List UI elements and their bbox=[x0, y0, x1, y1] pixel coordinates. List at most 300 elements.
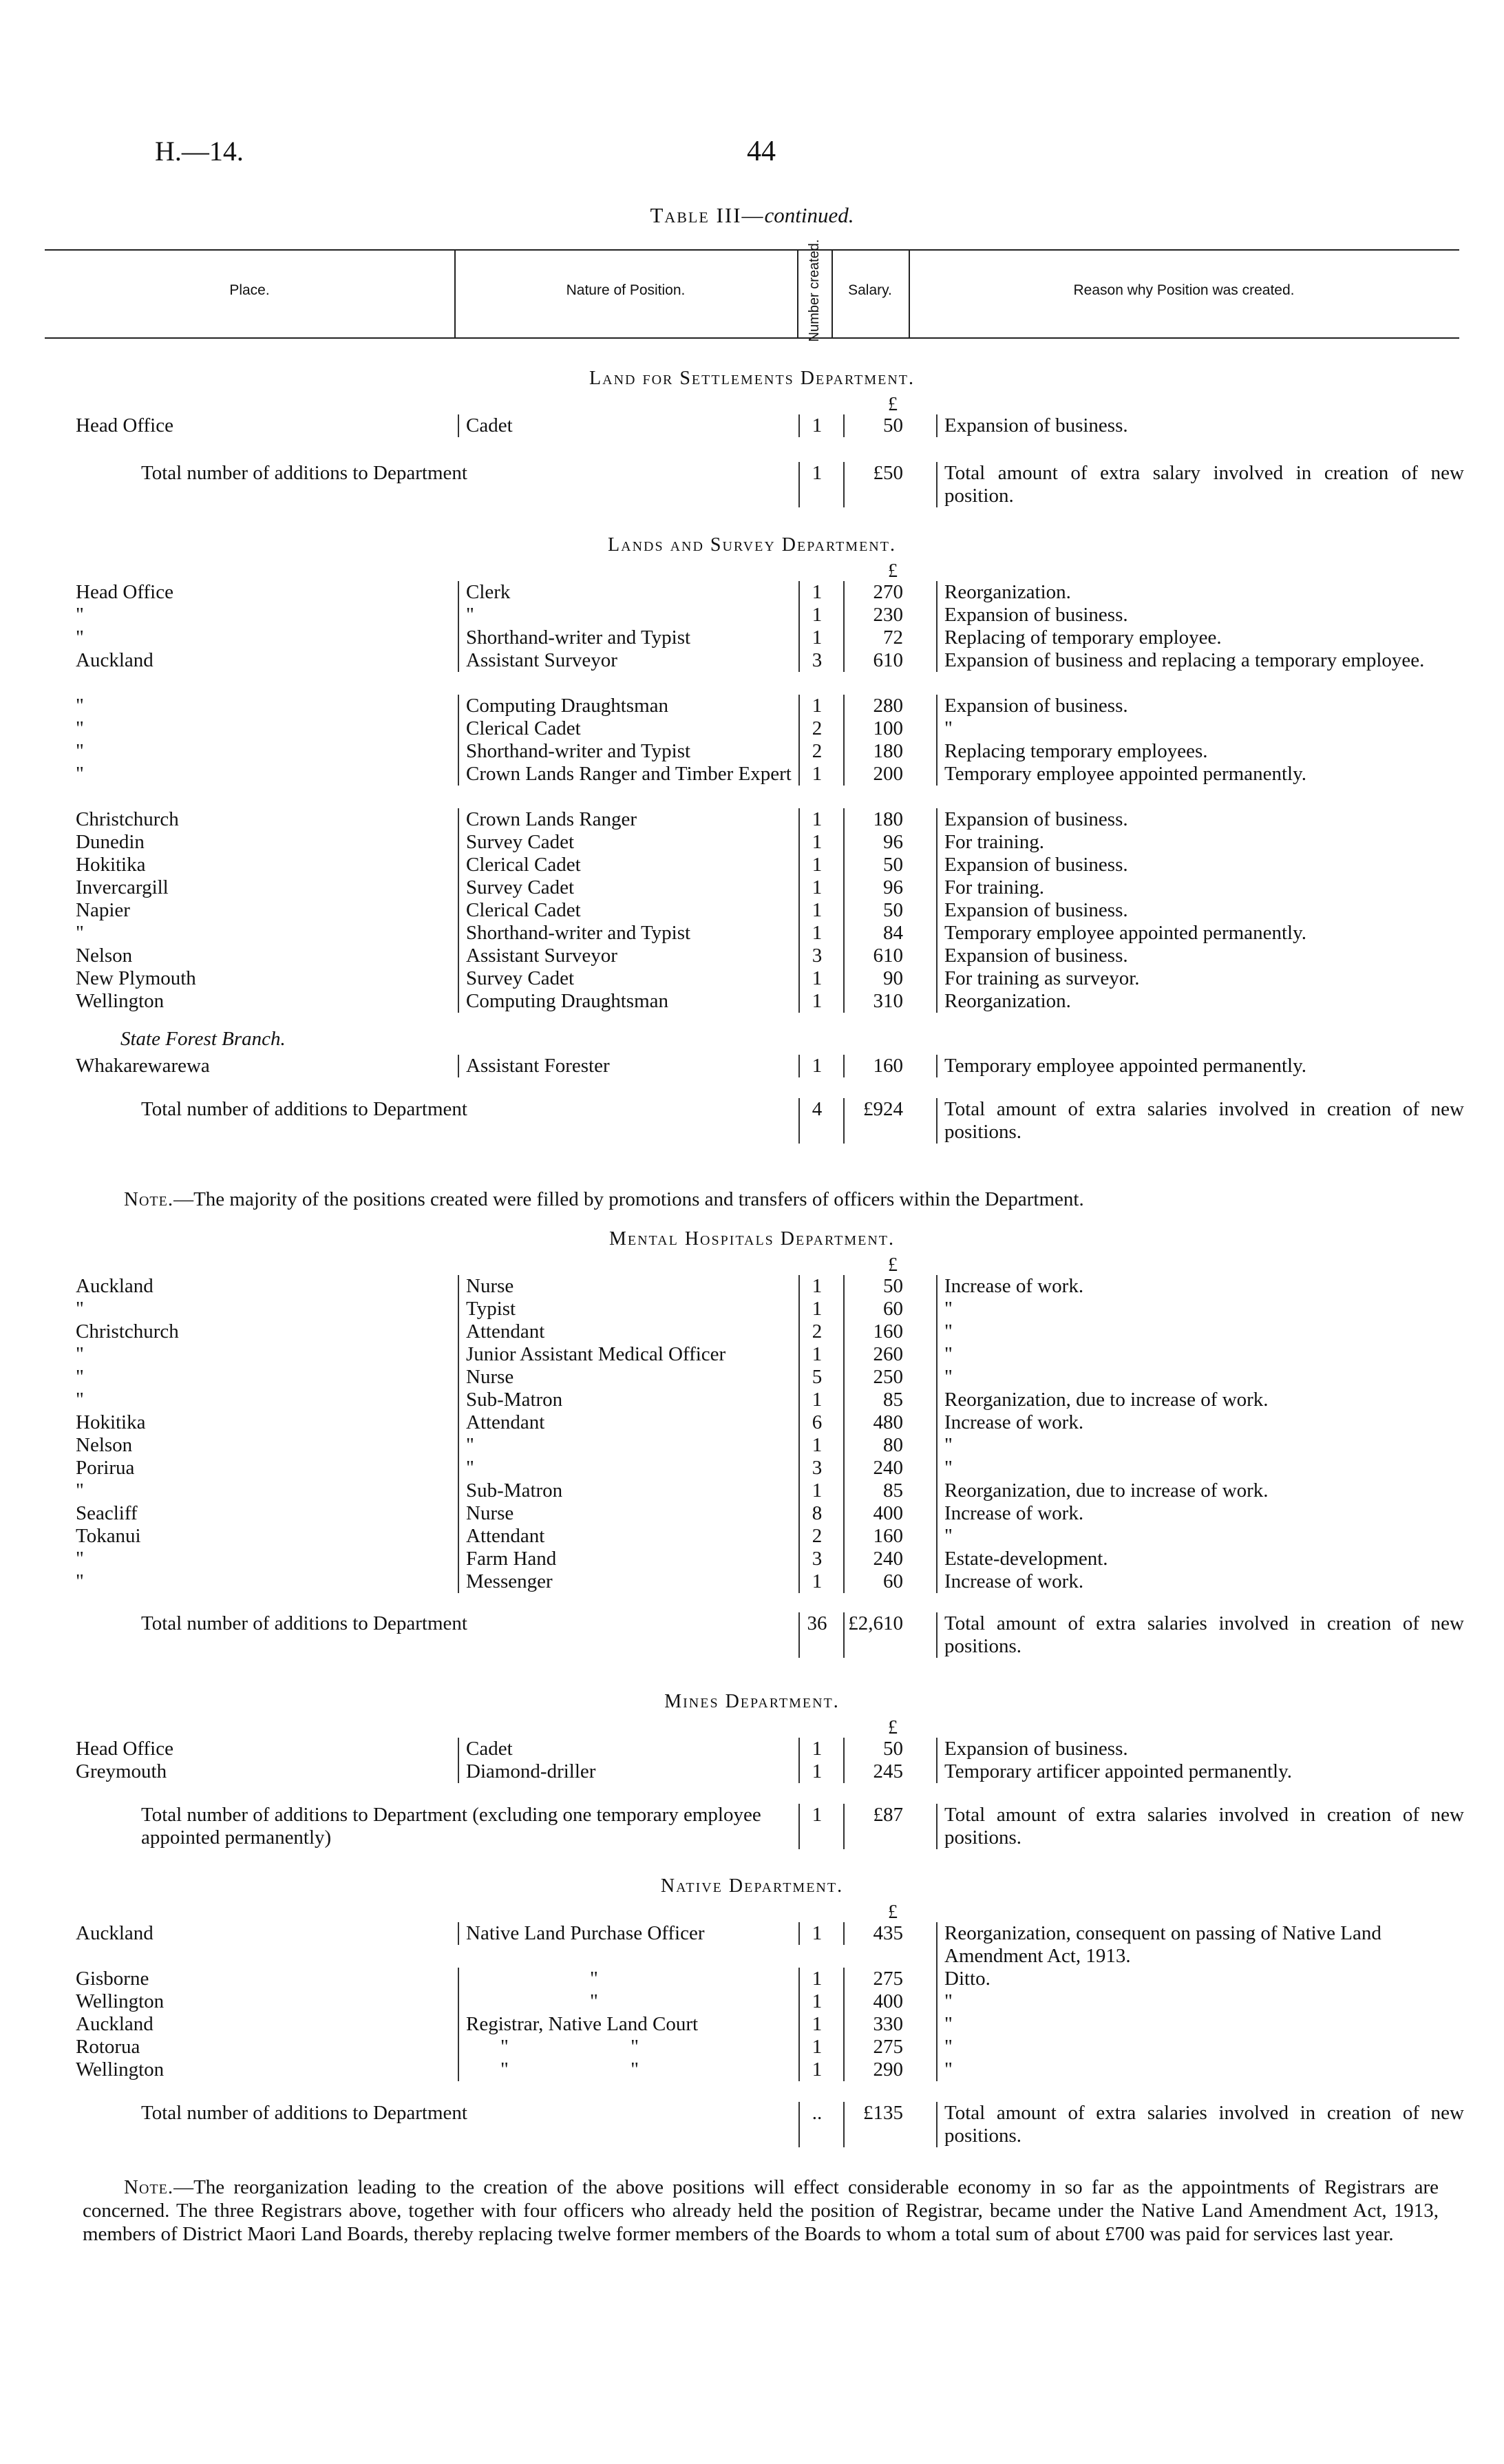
salary-cell: 270 bbox=[843, 581, 910, 604]
number-cell: 8 bbox=[798, 1502, 834, 1525]
number-cell: 1 bbox=[798, 808, 834, 831]
reason-cell: Expansion of business. bbox=[936, 695, 1464, 717]
total-salary: £2,610 bbox=[843, 1612, 910, 1658]
nature-cell: Attendant bbox=[458, 1525, 803, 1548]
place-cell: Whakarewarewa bbox=[76, 1055, 210, 1077]
column-header-salary: Salary. bbox=[848, 282, 892, 298]
salary-cell: 96 bbox=[843, 831, 910, 854]
table-row bbox=[45, 1760, 1459, 1783]
table-row bbox=[45, 1525, 1459, 1548]
table-row bbox=[45, 581, 1459, 604]
table-title bbox=[0, 203, 1504, 228]
nature-cell: Shorthand-writer and Typist bbox=[458, 626, 803, 649]
row-list bbox=[45, 1738, 1459, 1783]
place-cell: Porirua bbox=[76, 1457, 135, 1479]
section-native bbox=[45, 1871, 1464, 2151]
table-row bbox=[45, 1480, 1459, 1502]
header-bottom-rule bbox=[45, 337, 1459, 339]
table-row bbox=[45, 922, 1459, 945]
table-row bbox=[45, 1434, 1459, 1457]
total-label: Total number of additions to Department (excluding one temporary employee appointed permanently) bbox=[141, 1804, 761, 1849]
number-cell: 1 bbox=[798, 990, 834, 1013]
total-number: 1 bbox=[798, 462, 834, 507]
number-cell: 2 bbox=[798, 717, 834, 740]
nature-cell: Cadet bbox=[458, 414, 803, 437]
note-native bbox=[83, 2176, 1439, 2246]
reason-cell: Ditto. bbox=[936, 1968, 1464, 1990]
table-row bbox=[45, 1275, 1459, 1298]
salary-cell: 330 bbox=[843, 2013, 910, 2036]
number-cell: 1 bbox=[798, 1055, 834, 1077]
salary-cell: 50 bbox=[843, 1275, 910, 1298]
reason-cell: Temporary employee appointed permanently. bbox=[936, 922, 1464, 945]
place-cell: Napier bbox=[76, 899, 130, 921]
table-row bbox=[45, 945, 1459, 967]
nature-cell: Nurse bbox=[458, 1502, 803, 1525]
total-row bbox=[45, 462, 1464, 517]
reason-cell: Expansion of business. bbox=[936, 945, 1464, 967]
reason-cell: Reorganization, due to increase of work. bbox=[936, 1389, 1464, 1411]
reason-cell: Expansion of business. bbox=[936, 899, 1464, 922]
row-list bbox=[45, 1275, 1459, 1593]
nature-cell: Junior Assistant Medical Officer bbox=[458, 1343, 803, 1366]
table-row bbox=[45, 695, 1459, 717]
table-row bbox=[45, 1968, 1459, 1990]
page-number: 44 bbox=[747, 136, 776, 167]
column-header-place: Place. bbox=[229, 282, 270, 298]
table-row bbox=[45, 1320, 1459, 1343]
column-header-reason: Reason why Position was created. bbox=[1073, 282, 1295, 298]
reason-cell: Expansion of business. bbox=[936, 808, 1464, 831]
number-cell: 1 bbox=[798, 695, 834, 717]
salary-cell: 50 bbox=[843, 414, 910, 437]
nature-cell: Cadet bbox=[458, 1738, 803, 1760]
salary-cell: 290 bbox=[843, 2058, 910, 2081]
salary-cell: 84 bbox=[843, 922, 910, 945]
place-cell: " bbox=[76, 717, 84, 739]
place-cell: Wellington bbox=[76, 990, 165, 1012]
pound-sign: £ bbox=[888, 1717, 898, 1738]
place-cell: " bbox=[76, 1298, 84, 1320]
total-reason: Total amount of extra salary involved in creation of new position. bbox=[936, 462, 1464, 507]
nature-cell: Messenger bbox=[458, 1570, 803, 1593]
table-row bbox=[45, 1298, 1459, 1320]
nature-cell: " bbox=[458, 1434, 803, 1457]
number-cell: 1 bbox=[798, 1275, 834, 1298]
number-cell: 2 bbox=[798, 740, 834, 763]
number-cell: 2 bbox=[798, 1525, 834, 1548]
salary-cell: 260 bbox=[843, 1343, 910, 1366]
salary-cell: 610 bbox=[843, 945, 910, 967]
table-row bbox=[45, 1548, 1459, 1570]
salary-cell: 60 bbox=[843, 1570, 910, 1593]
section-mental-hospitals bbox=[45, 1224, 1464, 1662]
note-lands-survey bbox=[124, 1188, 1432, 1211]
table-row bbox=[45, 808, 1459, 831]
number-cell: 1 bbox=[798, 1738, 834, 1760]
number-cell: 1 bbox=[798, 1570, 834, 1593]
salary-cell: 435 bbox=[843, 1922, 910, 1945]
number-cell: 1 bbox=[798, 876, 834, 899]
salary-cell: 240 bbox=[843, 1457, 910, 1480]
table-row bbox=[45, 1389, 1459, 1411]
number-cell: 1 bbox=[798, 2036, 834, 2058]
number-cell: 1 bbox=[798, 1968, 834, 1990]
note-text: —The reorganization leading to the creation of the above positions will effect considerable economy in so far as the appointments of Registrars are concerned. The three Registrars above, together with four officers who already held the position of Registrar, became under the Native Land Amendment Act, 1913, members of District Maori Land Boards, thereby replacing twelve former members of the Boards to whom a total sum of about £700 was paid for services last year. bbox=[83, 2176, 1439, 2245]
salary-cell: 310 bbox=[843, 990, 910, 1013]
table-row bbox=[45, 414, 1459, 437]
table-row bbox=[45, 717, 1459, 740]
nature-cell: Farm Hand bbox=[458, 1548, 803, 1570]
table-row bbox=[45, 854, 1459, 876]
salary-cell: 245 bbox=[843, 1760, 910, 1783]
header-top-rule bbox=[45, 249, 1459, 251]
place-cell: Hokitika bbox=[76, 854, 146, 876]
number-cell: 1 bbox=[798, 1343, 834, 1366]
reason-cell: Reorganization, due to increase of work. bbox=[936, 1480, 1464, 1502]
pound-sign: £ bbox=[888, 1902, 898, 1923]
number-cell: 1 bbox=[798, 763, 834, 786]
total-reason: Total amount of extra salaries involved in creation of new positions. bbox=[936, 1804, 1464, 1849]
place-cell: Dunedin bbox=[76, 831, 145, 853]
place-cell: Seacliff bbox=[76, 1502, 138, 1524]
table-row bbox=[45, 1738, 1459, 1760]
number-cell: 1 bbox=[798, 1922, 834, 1945]
row-list bbox=[45, 581, 1459, 1077]
place-cell: " bbox=[76, 626, 84, 649]
place-cell: Nelson bbox=[76, 1434, 133, 1456]
nature-cell: Assistant Forester bbox=[458, 1055, 803, 1077]
number-cell: 1 bbox=[798, 1298, 834, 1320]
place-cell: Gisborne bbox=[76, 1968, 149, 1990]
salary-cell: 100 bbox=[843, 717, 910, 740]
total-salary: £50 bbox=[843, 462, 910, 507]
place-cell: " bbox=[76, 1548, 84, 1570]
nature-cell: Computing Draughtsman bbox=[458, 695, 803, 717]
number-cell: 1 bbox=[798, 414, 834, 437]
salary-cell: 90 bbox=[843, 967, 910, 990]
reason-cell: Reorganization. bbox=[936, 990, 1464, 1013]
total-reason: Total amount of extra salaries involved in creation of new positions. bbox=[936, 1612, 1464, 1658]
reason-cell: " bbox=[936, 1990, 1464, 2013]
reason-cell: Increase of work. bbox=[936, 1275, 1464, 1298]
salary-cell: 160 bbox=[843, 1320, 910, 1343]
table-row bbox=[45, 899, 1459, 922]
reason-cell: Estate-development. bbox=[936, 1548, 1464, 1570]
total-label: Total number of additions to Department bbox=[141, 2102, 467, 2124]
nature-cell: Diamond-driller bbox=[458, 1760, 803, 1783]
place-cell: New Plymouth bbox=[76, 967, 196, 989]
table-row bbox=[45, 1366, 1459, 1389]
number-cell: 1 bbox=[798, 626, 834, 649]
note-text: —The majority of the positions created were filled by promotions and transfers of officers within the Department. bbox=[173, 1188, 1084, 1210]
section-title: Mines Department. bbox=[664, 1691, 840, 1712]
nature-cell: " " bbox=[458, 2058, 838, 2081]
place-cell: " bbox=[76, 695, 84, 717]
total-salary: £924 bbox=[843, 1098, 910, 1144]
reason-cell: Expansion of business. bbox=[936, 854, 1464, 876]
reason-cell: " bbox=[936, 1434, 1464, 1457]
salary-cell: 180 bbox=[843, 740, 910, 763]
salary-cell: 85 bbox=[843, 1480, 910, 1502]
section-land-settlements bbox=[45, 364, 1464, 517]
nature-cell: Registrar, Native Land Court bbox=[458, 2013, 803, 2036]
salary-cell: 50 bbox=[843, 854, 910, 876]
nature-cell: Survey Cadet bbox=[458, 876, 803, 899]
total-number: 4 bbox=[798, 1098, 834, 1144]
nature-cell: Computing Draughtsman bbox=[458, 990, 803, 1013]
note-prefix: Note. bbox=[124, 2176, 174, 2198]
nature-cell: Survey Cadet bbox=[458, 831, 803, 854]
table-row bbox=[45, 763, 1459, 808]
salary-cell: 85 bbox=[843, 1389, 910, 1411]
place-cell: " bbox=[76, 922, 84, 944]
place-cell: Christchurch bbox=[76, 1320, 179, 1342]
section-title: Native Department. bbox=[660, 1875, 844, 1897]
number-cell: 2 bbox=[798, 1320, 834, 1343]
place-cell: Tokanui bbox=[76, 1525, 141, 1547]
total-label: Total number of additions to Department bbox=[141, 462, 467, 484]
salary-cell: 80 bbox=[843, 1434, 910, 1457]
reason-cell: Expansion of business. bbox=[936, 604, 1464, 626]
reason-cell: Increase of work. bbox=[936, 1502, 1464, 1525]
reason-cell: Temporary employee appointed permanently. bbox=[936, 1055, 1464, 1077]
nature-cell: Clerical Cadet bbox=[458, 899, 803, 922]
place-cell: Head Office bbox=[76, 581, 173, 603]
reason-cell: " bbox=[936, 1457, 1464, 1480]
number-cell: 1 bbox=[798, 1990, 834, 2013]
table-row bbox=[45, 1055, 1459, 1077]
total-row bbox=[45, 2102, 1464, 2151]
document-reference: H.—14. bbox=[155, 136, 244, 167]
number-cell: 1 bbox=[798, 854, 834, 876]
salary-cell: 400 bbox=[843, 1502, 910, 1525]
number-cell: 1 bbox=[798, 1389, 834, 1411]
number-cell: 3 bbox=[798, 945, 834, 967]
total-number: 36 bbox=[798, 1612, 834, 1658]
place-cell: " bbox=[76, 604, 84, 626]
place-cell: Auckland bbox=[76, 2013, 153, 2035]
total-reason: Total amount of extra salaries involved in creation of new positions. bbox=[936, 2102, 1464, 2147]
total-number: .. bbox=[798, 2102, 834, 2147]
nature-cell: Survey Cadet bbox=[458, 967, 803, 990]
place-cell: " bbox=[76, 1389, 84, 1411]
column-header-number: Number created. bbox=[807, 239, 822, 342]
nature-cell: Crown Lands Ranger and Timber Expert bbox=[458, 763, 803, 786]
place-cell: Auckland bbox=[76, 1922, 153, 1944]
table-row bbox=[45, 626, 1459, 649]
nature-cell: Typist bbox=[458, 1298, 803, 1320]
table-row bbox=[45, 1502, 1459, 1525]
column-header-nature: Nature of Position. bbox=[566, 282, 686, 298]
table-title-main: Table III— bbox=[650, 203, 765, 227]
place-cell: " bbox=[76, 1343, 84, 1365]
table-row bbox=[45, 967, 1459, 990]
number-cell: 1 bbox=[798, 2058, 834, 2081]
total-label: Total number of additions to Department bbox=[141, 1612, 467, 1634]
place-cell: Wellington bbox=[76, 1990, 165, 2012]
reason-cell: " bbox=[936, 2013, 1464, 2036]
salary-cell: 72 bbox=[843, 626, 910, 649]
table-row bbox=[45, 876, 1459, 899]
salary-cell: 275 bbox=[843, 1968, 910, 1990]
reason-cell: For training. bbox=[936, 876, 1464, 899]
nature-cell: Assistant Surveyor bbox=[458, 945, 803, 967]
total-row bbox=[45, 1612, 1464, 1662]
number-cell: 3 bbox=[798, 1457, 834, 1480]
salary-cell: 275 bbox=[843, 2036, 910, 2058]
table-row bbox=[45, 1457, 1459, 1480]
number-cell: 1 bbox=[798, 2013, 834, 2036]
salary-cell: 230 bbox=[843, 604, 910, 626]
total-label: Total number of additions to Department bbox=[141, 1098, 467, 1120]
place-cell: " bbox=[76, 1480, 84, 1502]
reason-cell: For training. bbox=[936, 831, 1464, 854]
nature-cell: " bbox=[458, 1457, 803, 1480]
nature-cell: Nurse bbox=[458, 1366, 803, 1389]
nature-cell: Clerical Cadet bbox=[458, 854, 803, 876]
table-row bbox=[45, 990, 1459, 1013]
salary-cell: 610 bbox=[843, 649, 910, 672]
number-cell: 1 bbox=[798, 1760, 834, 1783]
reason-cell: " bbox=[936, 1366, 1464, 1389]
number-cell: 1 bbox=[798, 1480, 834, 1502]
total-row bbox=[45, 1098, 1464, 1148]
nature-cell: Crown Lands Ranger bbox=[458, 808, 803, 831]
pound-sign: £ bbox=[888, 394, 898, 415]
place-cell: Christchurch bbox=[76, 808, 179, 830]
salary-cell: 400 bbox=[843, 1990, 910, 2013]
number-cell: 1 bbox=[798, 581, 834, 604]
section-title: Land for Settlements Department. bbox=[589, 368, 915, 389]
table-row bbox=[45, 1990, 1459, 2013]
number-cell: 1 bbox=[798, 604, 834, 626]
nature-cell: Clerk bbox=[458, 581, 803, 604]
place-cell: Rotorua bbox=[76, 2036, 140, 2058]
nature-cell: Shorthand-writer and Typist bbox=[458, 740, 803, 763]
reason-cell: " bbox=[936, 2058, 1464, 2081]
place-cell: Hokitika bbox=[76, 1411, 146, 1433]
reason-cell: " bbox=[936, 1525, 1464, 1548]
place-cell: Wellington bbox=[76, 2058, 165, 2081]
salary-cell: 200 bbox=[843, 763, 910, 786]
table-row bbox=[45, 2036, 1459, 2058]
nature-cell: Attendant bbox=[458, 1320, 803, 1343]
salary-cell: 50 bbox=[843, 1738, 910, 1760]
salary-cell: 480 bbox=[843, 1411, 910, 1434]
total-number: 1 bbox=[798, 1804, 834, 1849]
reason-cell: Expansion of business. bbox=[936, 1738, 1464, 1760]
reason-cell: Replacing temporary employees. bbox=[936, 740, 1464, 763]
place-cell: Invercargill bbox=[76, 876, 169, 898]
table-row bbox=[45, 1411, 1459, 1434]
section-title: Lands and Survey Department. bbox=[608, 534, 896, 556]
section-mines bbox=[45, 1687, 1464, 1853]
place-cell: " bbox=[76, 740, 84, 762]
number-cell: 3 bbox=[798, 649, 834, 672]
reason-cell: Expansion of business and replacing a temporary employee. bbox=[936, 649, 1464, 672]
pound-sign: £ bbox=[888, 1254, 898, 1276]
total-reason: Total amount of extra salaries involved in creation of new positions. bbox=[936, 1098, 1464, 1144]
nature-cell: " " bbox=[458, 2036, 838, 2058]
reason-cell: Increase of work. bbox=[936, 1570, 1464, 1593]
number-cell: 3 bbox=[798, 1548, 834, 1570]
reason-cell: " bbox=[936, 2036, 1464, 2058]
reason-cell: Replacing of temporary employee. bbox=[936, 626, 1464, 649]
salary-cell: 180 bbox=[843, 808, 910, 831]
table-row bbox=[45, 1343, 1459, 1366]
nature-cell: Assistant Surveyor bbox=[458, 649, 803, 672]
place-cell: " bbox=[76, 1366, 84, 1388]
section-lands-survey bbox=[45, 530, 1464, 1148]
salary-cell: 280 bbox=[843, 695, 910, 717]
table-row bbox=[45, 1570, 1459, 1593]
salary-cell: 60 bbox=[843, 1298, 910, 1320]
reason-cell: " bbox=[936, 1343, 1464, 1366]
nature-cell: Nurse bbox=[458, 1275, 803, 1298]
number-cell: 1 bbox=[798, 967, 834, 990]
section-title: Mental Hospitals Department. bbox=[609, 1228, 895, 1250]
table-row bbox=[45, 2058, 1459, 2081]
note-prefix: Note. bbox=[124, 1188, 174, 1210]
row-list bbox=[45, 1922, 1459, 2081]
table-row bbox=[45, 1922, 1459, 1968]
reason-cell: " bbox=[936, 1320, 1464, 1343]
total-salary: £87 bbox=[843, 1804, 910, 1849]
table-row bbox=[45, 2013, 1459, 2036]
table-row bbox=[45, 604, 1459, 626]
nature-cell: Shorthand-writer and Typist bbox=[458, 922, 803, 945]
table-row bbox=[45, 831, 1459, 854]
place-cell: Head Office bbox=[76, 1738, 173, 1760]
table-row bbox=[45, 649, 1459, 695]
nature-cell: Clerical Cadet bbox=[458, 717, 803, 740]
subsection-heading: State Forest Branch. bbox=[120, 1028, 286, 1050]
nature-cell: " bbox=[458, 1968, 927, 1990]
number-cell: 1 bbox=[798, 1434, 834, 1457]
nature-cell: Native Land Purchase Officer bbox=[458, 1922, 803, 1945]
total-row bbox=[45, 1804, 1464, 1853]
place-cell: " bbox=[76, 1570, 84, 1592]
salary-cell: 240 bbox=[843, 1548, 910, 1570]
table-row bbox=[45, 740, 1459, 763]
place-cell: Head Office bbox=[76, 414, 173, 436]
place-cell: Greymouth bbox=[76, 1760, 167, 1782]
reason-cell: Temporary employee appointed permanently. bbox=[936, 763, 1464, 786]
subsection-heading-row bbox=[45, 1028, 1459, 1051]
nature-cell: " bbox=[458, 604, 803, 626]
nature-cell: Sub-Matron bbox=[458, 1480, 803, 1502]
number-cell: 1 bbox=[798, 922, 834, 945]
place-cell: " bbox=[76, 763, 84, 785]
reason-cell: Increase of work. bbox=[936, 1411, 1464, 1434]
total-salary: £135 bbox=[843, 2102, 910, 2147]
pound-sign: £ bbox=[888, 560, 898, 582]
place-cell: Auckland bbox=[76, 649, 153, 671]
salary-cell: 250 bbox=[843, 1366, 910, 1389]
reason-cell: Reorganization, consequent on passing of Native Land Amendment Act, 1913. bbox=[936, 1922, 1464, 1968]
table-title-continued: continued. bbox=[764, 203, 854, 227]
reason-cell: Reorganization. bbox=[936, 581, 1464, 604]
number-cell: 6 bbox=[798, 1411, 834, 1434]
nature-cell: Attendant bbox=[458, 1411, 803, 1434]
salary-cell: 96 bbox=[843, 876, 910, 899]
place-cell: Auckland bbox=[76, 1275, 153, 1297]
number-cell: 5 bbox=[798, 1366, 834, 1389]
salary-cell: 160 bbox=[843, 1055, 910, 1077]
salary-cell: 160 bbox=[843, 1525, 910, 1548]
number-cell: 1 bbox=[798, 831, 834, 854]
